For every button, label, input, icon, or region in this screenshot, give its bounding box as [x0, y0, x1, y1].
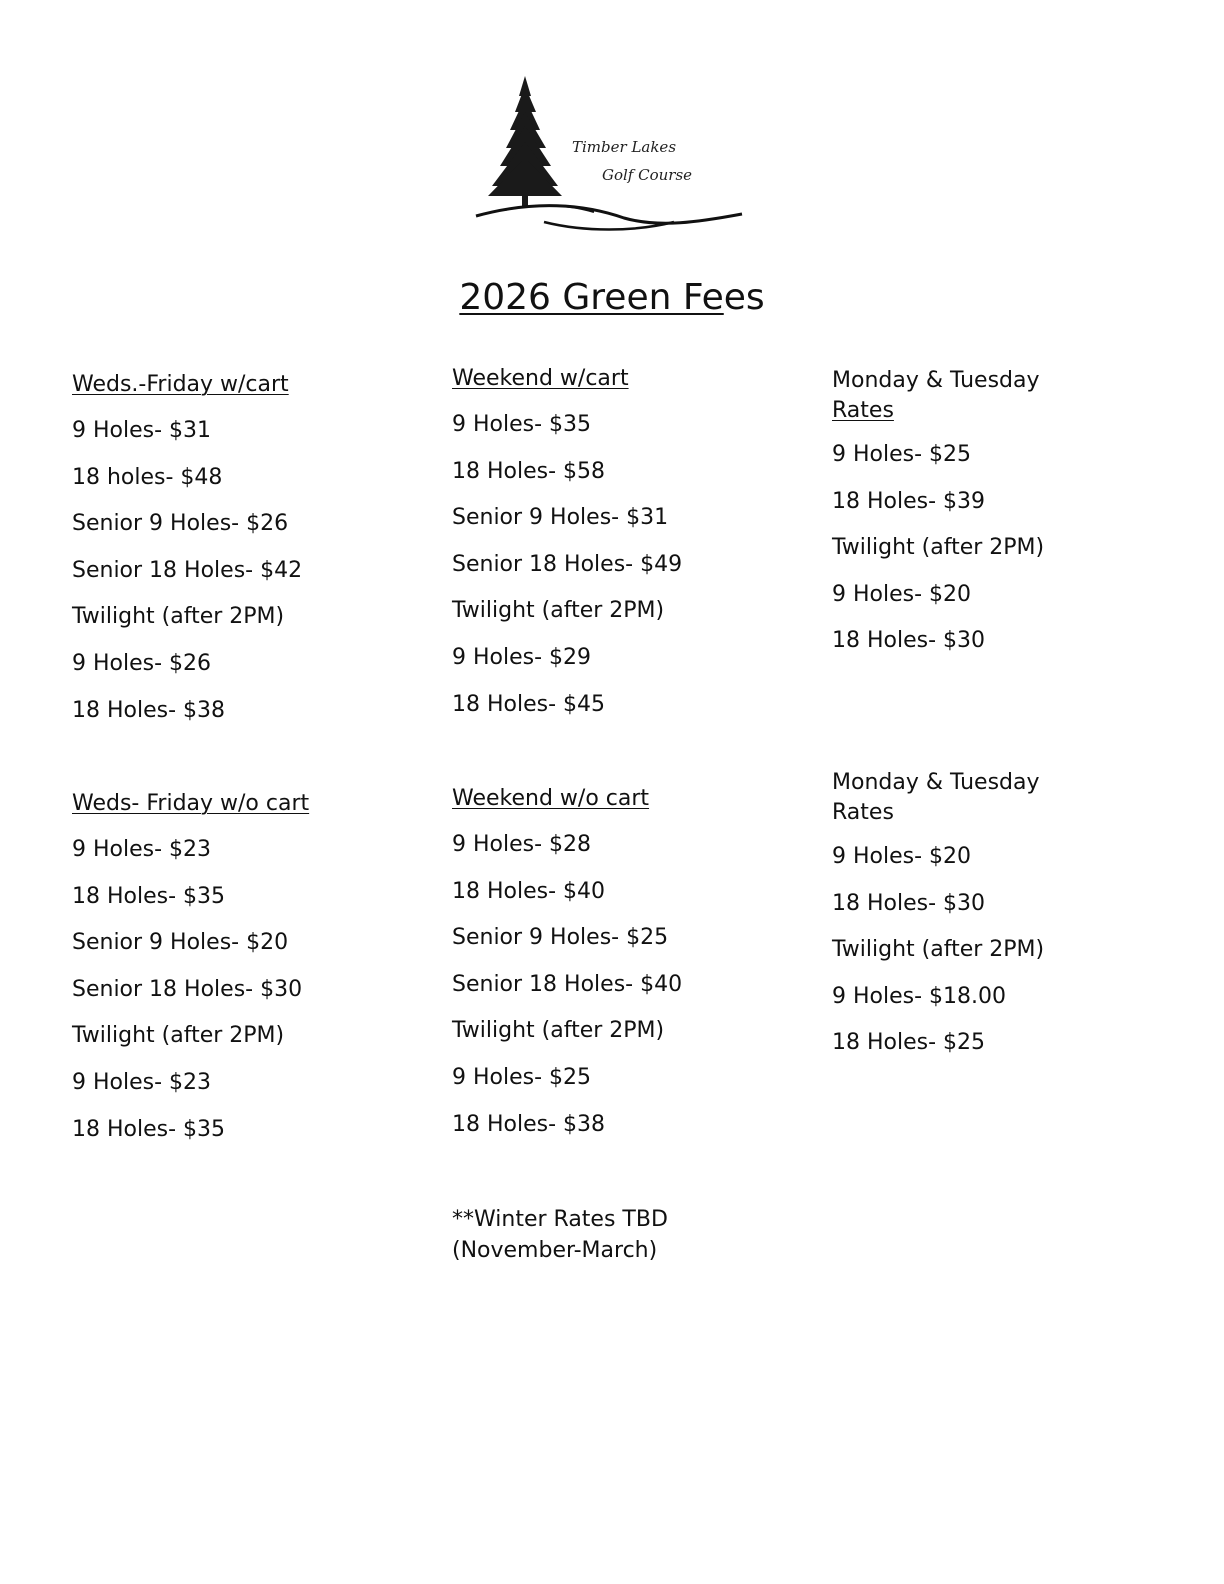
section-heading: Weekend w/o cart — [452, 786, 650, 811]
list-item: Senior 18 Holes- $40 — [452, 971, 683, 997]
section-heading-line1: Monday & Tuesday — [832, 770, 1040, 795]
list-item: 9 Holes- $23 — [72, 837, 212, 862]
logo-line2: Golf Course — [602, 166, 693, 184]
list-item: 18 Holes- $35 — [72, 1116, 226, 1142]
list-item: 9 Holes- $20 — [832, 844, 972, 869]
list-item: Twilight (after 2PM) — [72, 604, 285, 630]
list-item: 9 Holes- $29 — [452, 644, 592, 670]
section-heading: Weds- Friday w/o cart — [72, 791, 310, 816]
section-heading: Weds.-Friday w/cart — [72, 372, 289, 397]
list-item: Senior 9 Holes- $20 — [72, 930, 289, 956]
note-line2: (November-March) — [452, 1238, 658, 1263]
list-item: 18 Holes- $38 — [72, 697, 226, 723]
section-weekend-nocart — [452, 784, 772, 1156]
list-item: 9 Holes- $28 — [452, 832, 592, 857]
list-item: 9 Holes- $31 — [72, 418, 212, 443]
list-item: Senior 18 Holes- $49 — [452, 551, 683, 577]
title-rest: es — [723, 277, 765, 318]
section-heading-line2: Rates — [832, 398, 894, 423]
list-item: Senior 9 Holes- $25 — [452, 925, 669, 951]
list-item: Senior 18 Holes- $30 — [72, 976, 303, 1002]
section-heading — [832, 366, 1152, 426]
list-item: 18 Holes- $58 — [452, 458, 606, 484]
list-item: 18 Holes- $30 — [832, 890, 986, 916]
list-item: 9 Holes- $35 — [452, 412, 592, 437]
list-item: 9 Holes- $26 — [72, 650, 212, 676]
section-mon-tue-nocart — [832, 768, 1152, 1075]
section-heading-line1: Monday & Tuesday — [832, 368, 1040, 393]
list-item: Senior 18 Holes- $42 — [72, 557, 303, 583]
list-item: Twilight (after 2PM) — [832, 937, 1045, 963]
list-item: Senior 9 Holes- $26 — [72, 511, 289, 537]
logo-line1: Timber Lakes — [572, 138, 677, 156]
list-item: 18 Holes- $30 — [832, 628, 986, 654]
section-weds-fri-nocart — [72, 789, 392, 1161]
list-item: 9 Holes- $25 — [832, 442, 972, 467]
list-item: 18 Holes- $25 — [832, 1030, 986, 1056]
list-item: 18 Holes- $39 — [832, 488, 986, 514]
list-item: 18 Holes- $45 — [452, 691, 606, 717]
section-heading-line2: Rates — [832, 800, 894, 825]
list-item: Senior 9 Holes- $31 — [452, 505, 669, 531]
section-heading: Weekend w/cart — [452, 366, 629, 391]
section-weekend-cart — [452, 364, 772, 736]
note-line1: **Winter Rates TBD — [452, 1207, 668, 1232]
list-item: 9 Holes- $20 — [832, 581, 972, 607]
title-underlined: 2026 Green Fe — [459, 277, 724, 318]
list-item: 18 Holes- $35 — [72, 883, 226, 909]
section-mon-tue-cart — [832, 366, 1152, 673]
page-title — [0, 276, 1224, 320]
logo — [474, 72, 746, 236]
list-item: Twilight (after 2PM) — [72, 1023, 285, 1049]
list-item: 18 Holes- $40 — [452, 878, 606, 904]
list-item: 18 Holes- $38 — [452, 1111, 606, 1137]
list-item: 9 Holes- $23 — [72, 1069, 212, 1095]
section-heading — [832, 768, 1152, 828]
section-weds-fri-cart — [72, 370, 392, 742]
pine-tree-logo-icon — [474, 72, 746, 236]
list-item: Twilight (after 2PM) — [832, 535, 1045, 561]
list-item: Twilight (after 2PM) — [452, 1018, 665, 1044]
list-item: 9 Holes- $25 — [452, 1064, 592, 1090]
list-item: Twilight (after 2PM) — [452, 598, 665, 624]
winter-rates-note — [452, 1204, 772, 1266]
list-item: 18 holes- $48 — [72, 464, 223, 490]
list-item: 9 Holes- $18.00 — [832, 983, 1007, 1009]
